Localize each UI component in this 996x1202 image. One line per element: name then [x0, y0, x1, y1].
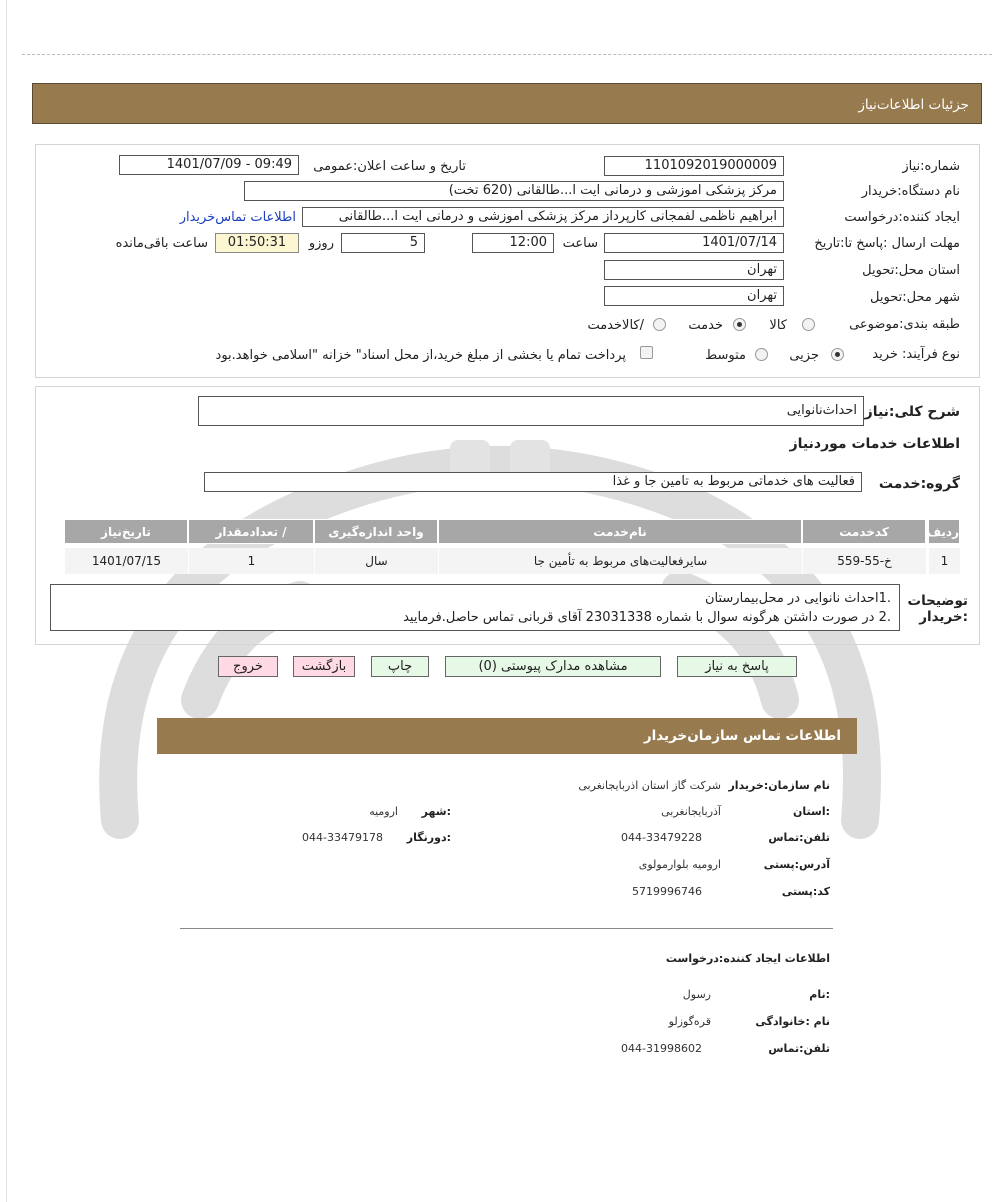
- creator-section-title: اطلاعات ایجاد کننده:درخواست: [665, 952, 830, 965]
- deadline-label: مهلت ارسال :پاسخ تا:تاریخ: [814, 236, 960, 251]
- deadline-date-field: 1401/07/14: [604, 233, 784, 253]
- creator-phone-value: 044-31998602: [621, 1042, 702, 1055]
- notes-line-1: .1احداث نانوایی در محل‌بیمارستان: [704, 591, 891, 606]
- back-button[interactable]: بازگشت: [293, 656, 355, 677]
- city-contact-label: :شهر: [421, 805, 451, 818]
- creator-name-value: رسول: [682, 988, 711, 1001]
- buyer-notes-label: توضیحات :خریدار: [907, 593, 968, 625]
- col-name-header: نام‌خدمت: [438, 519, 802, 544]
- category-service-radio[interactable]: [733, 318, 746, 331]
- announce-field: 1401/07/09 - 09:49: [119, 155, 299, 175]
- remaining-time-field: 01:50:31: [215, 233, 299, 253]
- creator-field: ابراهیم ناظمی لفمجانی کارپرداز مرکز پزشکی اموزشی و درمانی ایت ا...طالقانی: [302, 207, 784, 227]
- col-row-header: ردیف: [928, 519, 960, 544]
- city-contact-value: ارومیه: [369, 805, 398, 818]
- announce-label: تاریخ و ساعت اعلان:عمومی: [313, 159, 466, 174]
- table-cell-unit: سال: [314, 548, 438, 574]
- page-left-border: [6, 0, 7, 1202]
- contact-section-title: اطلاعات تماس سازمان‌خریدار: [643, 728, 841, 744]
- fax-value: 044-33479178: [302, 831, 383, 844]
- category-label: طبقه بندی:موضوعی: [849, 317, 960, 332]
- category-goods-radio[interactable]: [802, 318, 815, 331]
- process-label: نوع فرآیند: خرید: [872, 347, 960, 362]
- col-unit-header: واحد اندازه‌گیری: [314, 519, 438, 544]
- col-date-header: تاریخ‌نیاز: [64, 519, 188, 544]
- creator-family-value: قره‌گوزلو: [668, 1015, 711, 1028]
- buyer-contact-link[interactable]: اطلاعات تماس‌خریدار: [179, 210, 296, 225]
- table-cell-qty: 1: [188, 548, 314, 574]
- need-info-panel: [35, 144, 980, 378]
- top-divider: [22, 54, 992, 55]
- summary-label: شرح کلی:نیاز: [864, 404, 960, 420]
- page-title: جزئیات اطلاعات‌نیاز: [858, 97, 969, 113]
- table-cell-code: خ-55-559: [802, 548, 926, 574]
- creator-phone-label: تلفن:تماس: [768, 1042, 830, 1055]
- print-button[interactable]: چاپ: [371, 656, 429, 677]
- process-medium-radio[interactable]: [755, 348, 768, 361]
- days-label: روزو: [308, 236, 334, 251]
- phone-label: تلفن:تماس: [768, 831, 830, 844]
- address-label: آدرس:پستی: [763, 858, 830, 871]
- payment-note: پرداخت تمام یا بخشی از مبلغ خرید،از محل اسناد" خزانه "اسلامی خواهد.بود: [215, 348, 626, 363]
- table-cell-date: 1401/07/15: [64, 548, 188, 574]
- attachments-button[interactable]: مشاهده مدارک پیوستی (0): [445, 656, 661, 677]
- hour-label: ساعت: [562, 236, 598, 251]
- buyer-org-label: نام دستگاه:خریدار: [861, 184, 960, 199]
- creator-label: ایجاد کننده:درخواست: [844, 210, 960, 225]
- city-field: تهران: [604, 286, 784, 306]
- service-group-field: فعالیت های خدماتی مربوط به تامین جا و غذا: [204, 472, 862, 492]
- process-medium-label: متوسط: [705, 348, 746, 363]
- province-contact-label: :استان: [793, 805, 830, 818]
- category-both-radio[interactable]: [653, 318, 666, 331]
- table-cell-name: سایرفعالیت‌های مربوط به تأمین جا: [438, 548, 802, 574]
- contact-divider: [180, 928, 833, 929]
- need-number-field: 1101092019000009: [604, 156, 784, 176]
- service-group-label: گروه:خدمت: [878, 476, 960, 492]
- summary-field: احداث‌نانوایی: [198, 396, 864, 426]
- page-header-bar: [32, 83, 982, 124]
- process-minor-radio[interactable]: [831, 348, 844, 361]
- category-service-label: خدمت: [688, 318, 723, 333]
- province-label: استان محل:تحویل: [862, 263, 960, 278]
- org-value: شرکت گاز استان اذربایجانغربی: [578, 779, 721, 792]
- buyer-org-field: مرکز پزشکی اموزشی و درمانی ایت ا...طالقانی (620 تخت): [244, 181, 784, 201]
- creator-name-label: :نام: [809, 988, 830, 1001]
- treasury-payment-checkbox[interactable]: [640, 346, 653, 359]
- address-value: ارومیه بلوارمولوی: [638, 858, 721, 871]
- col-code-header: کدخدمت: [802, 519, 926, 544]
- col-qty-header: / تعدادمقدار: [188, 519, 314, 544]
- deadline-time-field: 12:00: [472, 233, 554, 253]
- postal-value: 5719996746: [632, 885, 702, 898]
- remaining-label: ساعت باقی‌مانده: [115, 236, 208, 251]
- province-contact-value: آذربایجانغربی: [661, 805, 721, 818]
- creator-family-label: نام :خانوادگی: [755, 1015, 830, 1028]
- category-both-label: /کالاخدمت: [587, 318, 644, 333]
- buyer-notes-box: [50, 584, 900, 631]
- postal-label: کد:پستی: [781, 885, 830, 898]
- process-minor-label: جزیی: [789, 348, 819, 363]
- services-section-title: اطلاعات خدمات موردنیاز: [789, 436, 960, 452]
- fax-label: :دورنگار: [406, 831, 451, 844]
- phone-value: 044-33479228: [621, 831, 702, 844]
- org-label: نام سازمان:خریدار: [728, 779, 830, 792]
- contact-section-bar: [157, 718, 857, 754]
- category-goods-label: کالا: [769, 318, 787, 333]
- province-field: تهران: [604, 260, 784, 280]
- reply-button[interactable]: پاسخ به نیاز: [677, 656, 797, 677]
- exit-button[interactable]: خروج: [218, 656, 278, 677]
- days-field: 5: [341, 233, 425, 253]
- need-number-label: شماره:نیاز: [902, 159, 960, 174]
- city-label: شهر محل:تحویل: [870, 290, 960, 305]
- notes-line-2: .2 در صورت داشتن هرگونه سوال با شماره 23031338 آقای قربانی تماس حاصل.فرمایید: [403, 610, 891, 625]
- table-cell-row: 1: [928, 548, 960, 574]
